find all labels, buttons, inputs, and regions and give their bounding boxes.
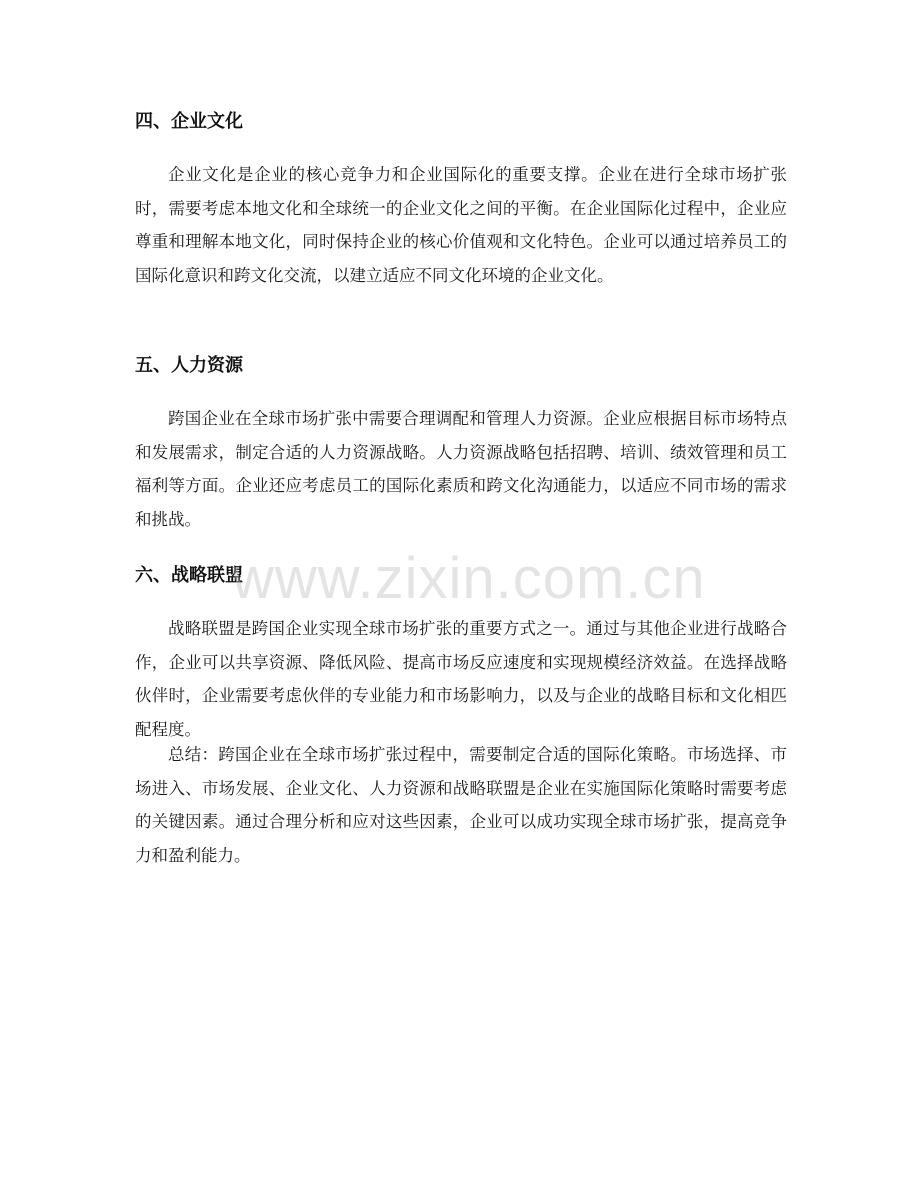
section-corporate-culture: [135, 108, 787, 292]
section-paragraph: 企业文化是企业的核心竞争力和企业国际化的重要支撑。企业在进行全球市场扩张时，需要考虑本地文化和全球统一的企业文化之间的平衡。在企业国际化过程中，企业应尊重和理解本地文化，同时保持企业的核心价值观和文化特色。企业可以通过培养员工的国际化意识和跨文化交流，以建立适应不同文化环境的企业文化。: [135, 165, 787, 285]
section-paragraph: 跨国企业在全球市场扩张中需要合理调配和管理人力资源。企业应根据目标市场特点和发展需求，制定合适的人力资源战略。人力资源战略包括招聘、培训、绩效管理和员工福利等方面。企业还应考虑员工的国际化素质和跨文化沟通能力，以适应不同市场的需求和挑战。: [135, 409, 787, 529]
summary-section: [135, 738, 787, 872]
section-human-resources: [135, 352, 787, 536]
summary-paragraph: 总结：跨国企业在全球市场扩张过程中，需要制定合适的国际化策略。市场选择、市场进入、市场发展、企业文化、人力资源和战略联盟是企业在实施国际化策略时需要考虑的关键因素。通过合理分析和应对这些因素，企业可以成功实现全球市场扩张，提高竞争力和盈利能力。: [135, 745, 787, 865]
section-strategic-alliance: [135, 562, 787, 746]
section-heading: 五、人力资源: [135, 355, 243, 376]
section-heading: 四、企业文化: [135, 111, 243, 132]
watermark: www.zixin.com.cn: [232, 546, 706, 611]
section-heading: 六、战略联盟: [135, 565, 243, 586]
section-paragraph: 战略联盟是跨国企业实现全球市场扩张的重要方式之一。通过与其他企业进行战略合作，企业可以共享资源、降低风险、提高市场反应速度和实现规模经济效益。在选择战略伙伴时，企业需要考虑伙伴的专业能力和市场影响力，以及与企业的战略目标和文化相匹配程度。: [135, 619, 787, 739]
